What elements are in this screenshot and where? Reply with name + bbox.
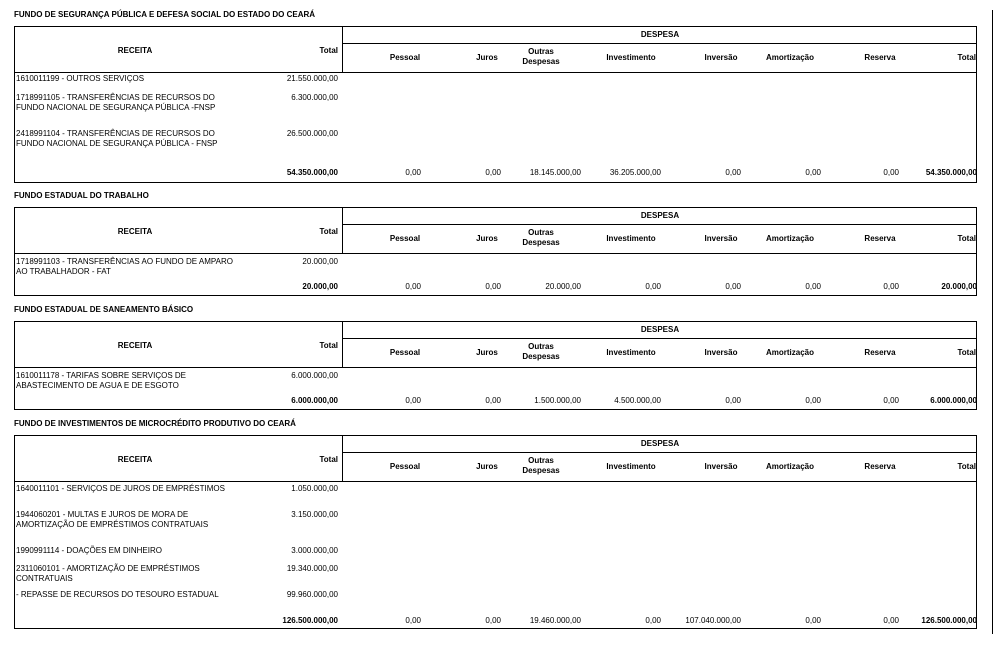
despesa-value: 0,00 bbox=[883, 616, 899, 625]
despesa-col-header: Total bbox=[957, 53, 976, 62]
row-label: 2311060101 - AMORTIZAÇÃO DE EMPRÉSTIMOS CONTRATUAIS bbox=[16, 564, 200, 583]
row-value: 26.500.000,00 bbox=[286, 129, 338, 138]
despesa-col-header: Pessoal bbox=[389, 234, 421, 243]
despesa-value: 0,00 bbox=[485, 616, 501, 625]
despesa-value: 0,00 bbox=[725, 396, 741, 405]
budget-table bbox=[14, 207, 977, 296]
despesa-value: 20.000,00 bbox=[545, 282, 581, 291]
row-label: 1610011199 - OUTROS SERVIÇOS bbox=[16, 74, 145, 83]
despesa-value: 0,00 bbox=[485, 168, 501, 177]
despesa-col-header: Outras Despesas bbox=[522, 456, 560, 475]
despesa-value: 0,00 bbox=[883, 168, 899, 177]
despesa-value: 54.350.000,00 bbox=[925, 168, 977, 177]
row-label: 1990991114 - DOAÇÕES EM DINHEIRO bbox=[16, 546, 162, 555]
despesa-value: 0,00 bbox=[645, 282, 661, 291]
despesa-value: 0,00 bbox=[645, 616, 661, 625]
page-right-rule bbox=[992, 10, 993, 634]
despesa-value: 18.145.000,00 bbox=[529, 168, 581, 177]
despesa-value: 0,00 bbox=[485, 396, 501, 405]
section-title: FUNDO DE INVESTIMENTOS DE MICROCRÉDITO PRODUTIVO DO CEARÁ bbox=[14, 419, 296, 428]
despesa-value: 0,00 bbox=[805, 396, 821, 405]
despesa-underline bbox=[342, 338, 976, 339]
receita-header: RECEITA bbox=[117, 46, 153, 55]
despesa-col-header: Reserva bbox=[864, 53, 896, 62]
despesa-col-header: Outras Despesas bbox=[522, 47, 560, 66]
section-title: FUNDO ESTADUAL DE SANEAMENTO BÁSICO bbox=[14, 305, 194, 314]
despesa-col-header: Pessoal bbox=[389, 462, 421, 471]
despesa-col-header: Investimento bbox=[606, 462, 656, 471]
despesa-underline bbox=[342, 43, 976, 44]
header-divider bbox=[342, 436, 343, 481]
despesa-col-header: Amortização bbox=[765, 234, 814, 243]
receita-header: RECEITA bbox=[117, 455, 153, 464]
despesa-value: 0,00 bbox=[405, 396, 421, 405]
header-divider bbox=[342, 322, 343, 367]
budget-table bbox=[14, 435, 977, 629]
despesa-col-header: Investimento bbox=[606, 234, 656, 243]
despesa-value: 0,00 bbox=[485, 282, 501, 291]
despesa-col-header: Inversão bbox=[704, 348, 738, 357]
section-total: 126.500.000,00 bbox=[282, 616, 338, 625]
row-label: 1610011178 - TARIFAS SOBRE SERVIÇOS DE ABASTECIMENTO DE AGUA E DE ESGOTO bbox=[16, 371, 187, 390]
despesa-header: DESPESA bbox=[640, 325, 680, 334]
section-total: 20.000,00 bbox=[302, 282, 338, 291]
budget-table bbox=[14, 26, 977, 183]
despesa-value: 20.000,00 bbox=[941, 282, 977, 291]
despesa-col-header: Reserva bbox=[864, 348, 896, 357]
row-value: 3.000.000,00 bbox=[291, 546, 338, 555]
despesa-value: 0,00 bbox=[805, 616, 821, 625]
row-label: - REPASSE DE RECURSOS DO TESOURO ESTADUAL bbox=[16, 590, 219, 599]
header-bottom-line bbox=[15, 72, 976, 73]
despesa-col-header: Pessoal bbox=[389, 53, 421, 62]
despesa-col-header: Reserva bbox=[864, 462, 896, 471]
despesa-value: 0,00 bbox=[883, 282, 899, 291]
despesa-value: 0,00 bbox=[805, 168, 821, 177]
despesa-col-header: Total bbox=[957, 348, 976, 357]
section-title: FUNDO ESTADUAL DO TRABALHO bbox=[14, 191, 149, 200]
total-header: Total bbox=[319, 455, 338, 464]
row-value: 19.340.000,00 bbox=[286, 564, 338, 573]
section-total: 6.000.000,00 bbox=[291, 396, 338, 405]
despesa-col-header: Pessoal bbox=[389, 348, 421, 357]
total-header: Total bbox=[319, 46, 338, 55]
section-title: FUNDO DE SEGURANÇA PÚBLICA E DEFESA SOCIAL DO ESTADO DO CEARÁ bbox=[14, 10, 316, 19]
row-label: 1718991105 - TRANSFERÊNCIAS DE RECURSOS DO FUNDO NACIONAL DE SEGURANÇA PÚBLICA -FNSP bbox=[16, 93, 216, 112]
despesa-col-header: Inversão bbox=[704, 53, 738, 62]
row-label: 1718991103 - TRANSFERÊNCIAS AO FUNDO DE AMPARO AO TRABALHADOR - FAT bbox=[16, 257, 233, 276]
despesa-value: 0,00 bbox=[405, 616, 421, 625]
despesa-value: 0,00 bbox=[725, 282, 741, 291]
despesa-col-header: Juros bbox=[476, 462, 498, 471]
row-label: 1640011101 - SERVIÇOS DE JUROS DE EMPRÉSTIMOS bbox=[16, 484, 225, 493]
total-header: Total bbox=[319, 341, 338, 350]
receita-header: RECEITA bbox=[117, 227, 153, 236]
row-value: 6.000.000,00 bbox=[291, 371, 338, 380]
despesa-value: 0,00 bbox=[805, 282, 821, 291]
despesa-col-header: Outras Despesas bbox=[522, 228, 560, 247]
row-label: 2418991104 - TRANSFERÊNCIAS DE RECURSOS DO FUNDO NACIONAL DE SEGURANÇA PÚBLICA - FNSP bbox=[16, 129, 218, 148]
despesa-value: 126.500.000,00 bbox=[921, 616, 977, 625]
despesa-value: 107.040.000,00 bbox=[685, 616, 741, 625]
despesa-value: 19.460.000,00 bbox=[529, 616, 581, 625]
row-value: 1.050.000,00 bbox=[291, 484, 338, 493]
despesa-col-header: Total bbox=[957, 234, 976, 243]
despesa-value: 0,00 bbox=[405, 282, 421, 291]
total-header: Total bbox=[319, 227, 338, 236]
despesa-col-header: Amortização bbox=[765, 462, 814, 471]
despesa-col-header: Outras Despesas bbox=[522, 342, 560, 361]
row-label: 1944060201 - MULTAS E JUROS DE MORA DE AMORTIZAÇÃO DE EMPRÉSTIMOS CONTRATUAIS bbox=[16, 510, 209, 529]
header-divider bbox=[342, 27, 343, 72]
despesa-value: 4.500.000,00 bbox=[614, 396, 661, 405]
despesa-header: DESPESA bbox=[640, 211, 680, 220]
despesa-col-header: Amortização bbox=[765, 53, 814, 62]
despesa-value: 36.205.000,00 bbox=[609, 168, 661, 177]
despesa-col-header: Juros bbox=[476, 53, 498, 62]
despesa-underline bbox=[342, 452, 976, 453]
despesa-col-header: Investimento bbox=[606, 53, 656, 62]
despesa-col-header: Reserva bbox=[864, 234, 896, 243]
row-value: 6.300.000,00 bbox=[291, 93, 338, 102]
despesa-col-header: Amortização bbox=[765, 348, 814, 357]
header-bottom-line bbox=[15, 481, 976, 482]
row-value: 20.000,00 bbox=[302, 257, 338, 266]
receita-header: RECEITA bbox=[117, 341, 153, 350]
despesa-header: DESPESA bbox=[640, 30, 680, 39]
section-total: 54.350.000,00 bbox=[286, 168, 338, 177]
budget-table bbox=[14, 321, 977, 410]
despesa-col-header: Total bbox=[957, 462, 976, 471]
row-value: 3.150.000,00 bbox=[291, 510, 338, 519]
despesa-col-header: Juros bbox=[476, 234, 498, 243]
despesa-value: 0,00 bbox=[883, 396, 899, 405]
row-value: 21.550.000,00 bbox=[286, 74, 338, 83]
header-bottom-line bbox=[15, 253, 976, 254]
despesa-value: 1.500.000,00 bbox=[534, 396, 581, 405]
despesa-underline bbox=[342, 224, 976, 225]
header-bottom-line bbox=[15, 367, 976, 368]
despesa-col-header: Inversão bbox=[704, 462, 738, 471]
despesa-value: 6.000.000,00 bbox=[930, 396, 977, 405]
despesa-header: DESPESA bbox=[640, 439, 680, 448]
despesa-value: 0,00 bbox=[405, 168, 421, 177]
despesa-col-header: Inversão bbox=[704, 234, 738, 243]
row-value: 99.960.000,00 bbox=[286, 590, 338, 599]
header-divider bbox=[342, 208, 343, 253]
despesa-value: 0,00 bbox=[725, 168, 741, 177]
despesa-col-header: Investimento bbox=[606, 348, 656, 357]
despesa-col-header: Juros bbox=[476, 348, 498, 357]
